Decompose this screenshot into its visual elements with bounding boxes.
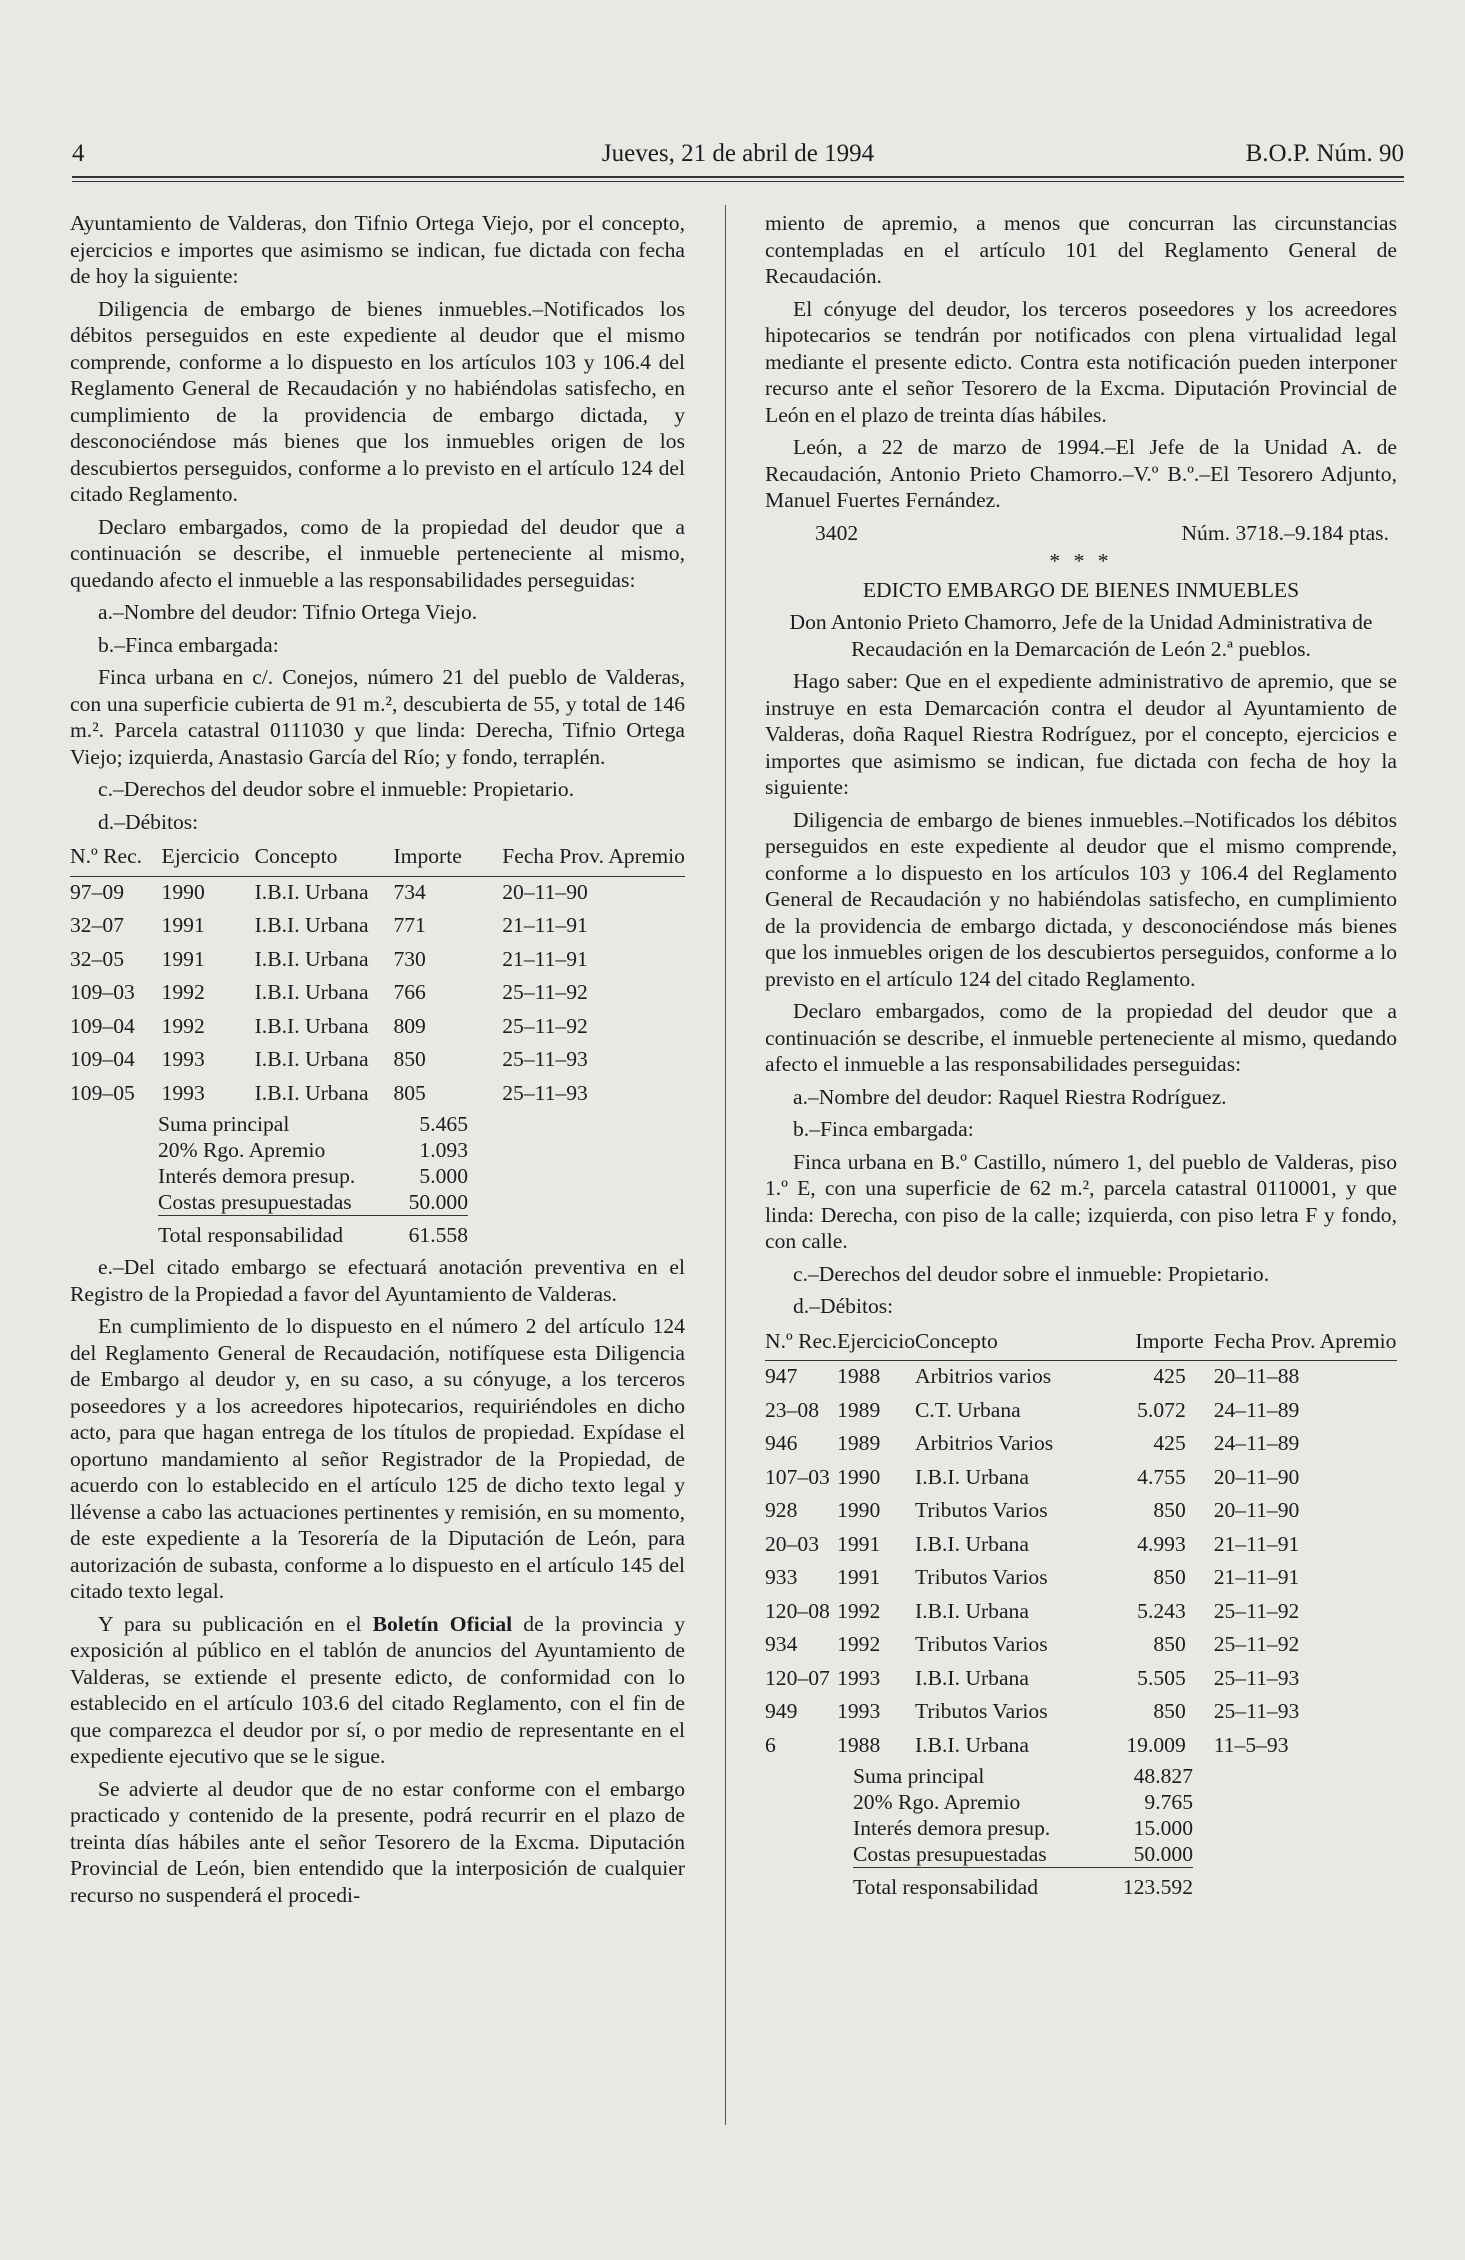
- table-row: [765, 1696, 1397, 1730]
- total-row: [158, 1189, 468, 1216]
- table-cell: 4.993: [1137, 1531, 1186, 1556]
- table-cell: 25–11–92: [1213, 1632, 1300, 1656]
- table-cell: 32–07: [70, 913, 124, 937]
- signature-paragraph: León, a 22 de marzo de 1994.–El Jefe de la Unidad A. de Recaudación, Antonio Prieto Chamorro.–V.º B.º.–El Tesorero Adjunto, Manuel Fuertes Fernández.: [765, 435, 1397, 512]
- col-header: N.º Rec.: [765, 1326, 837, 1361]
- table-cell: 934: [765, 1632, 798, 1656]
- table-cell: 1991: [837, 1531, 881, 1556]
- table-cell: 1990: [837, 1464, 881, 1489]
- table-row: [70, 977, 685, 1011]
- table-cell: 20–11–88: [1213, 1364, 1300, 1388]
- grand-total-row: [853, 1874, 1193, 1900]
- table-row: [70, 1044, 685, 1078]
- table-cell: Arbitrios Varios: [915, 1431, 1054, 1455]
- table-cell: Tributos Varios: [915, 1699, 1048, 1723]
- total-label: Suma principal: [853, 1764, 985, 1788]
- finca-paragraph: Finca urbana en c/. Conejos, número 21 del pueblo de Valderas, con una superficie cubierta de 91 m.², descubierta de 55, y total de 146 m.². Parcela catastral 0111030 y que linda: Derecha, Tifnio Ortega Viejo; izquierda, Anastasio García del Río; y fondo, terraplén.: [70, 665, 685, 769]
- issue-date: Jueves, 21 de abril de 1994: [601, 140, 875, 167]
- table-cell: 850: [1153, 1565, 1186, 1589]
- table-cell: 32–05: [70, 946, 124, 971]
- table-cell: I.B.I. Urbana: [915, 1732, 1029, 1757]
- total-label: 20% Rgo. Apremio: [853, 1790, 1021, 1814]
- table-cell: 1992: [161, 980, 205, 1004]
- total-value: 15.000: [1133, 1816, 1193, 1840]
- table-cell: 730: [393, 946, 426, 971]
- bulletin-number: B.O.P. Núm. 90: [1245, 140, 1404, 167]
- continuation-paragraph: miento de apremio, a menos que concurran las circunstancias contempladas en el artículo 101 del Reglamento General de Recaudación.: [765, 211, 1397, 288]
- table-cell: 5.505: [1137, 1665, 1186, 1690]
- table-cell: 20–11–90: [502, 879, 588, 904]
- total-label: Costas presupuestadas: [158, 1190, 352, 1214]
- page-number: 4: [72, 140, 85, 167]
- table-cell: 25–11–93: [1213, 1699, 1300, 1723]
- totals-block: [853, 1763, 1193, 1900]
- reference-price: Núm. 3718.–9.184 ptas.: [1181, 520, 1389, 545]
- advierte-paragraph: Se advierte al deudor que de no estar conforme con el embargo practicado y contenido de la presente, podrá recurrir en el plazo de treinta días hábiles ante el señor Tesorero de la Excma. Diputación Provincial de León, bien entendido que la interposición de cualquier recurso no suspenderá el procedi-: [70, 1776, 685, 1907]
- publicacion-text: de la provincia y exposición al público en el tablón de anuncios del Ayuntamiento de Valderas, se extiende el presente edicto, de conformidad con lo establecido en el artículo 103.6 del citado Reglamento, con el fin de que comparezca el deudor por sí, o por medio de representante en el expediente ejecutivo que se le sigue.: [70, 1611, 685, 1768]
- table-header-row: [70, 841, 685, 876]
- table-cell: 850: [393, 1047, 426, 1071]
- table-cell: 928: [765, 1498, 798, 1522]
- col-header: N.º Rec.: [70, 841, 162, 876]
- total-value: 5.465: [419, 1112, 468, 1136]
- item-c: c.–Derechos del deudor sobre el inmueble: Propietario.: [793, 1261, 1270, 1286]
- item-a: a.–Nombre del deudor: Tifnio Ortega Viejo.: [98, 600, 478, 624]
- table-cell: 1993: [161, 1047, 205, 1071]
- right-column: [765, 210, 1397, 1900]
- total-label: Suma principal: [158, 1112, 290, 1136]
- table-header-row: [765, 1326, 1397, 1361]
- table-cell: 766: [393, 980, 426, 1004]
- col-header: Concepto: [915, 1326, 1078, 1361]
- table-cell: Arbitrios varios: [915, 1364, 1052, 1388]
- item-e: e.–Del citado embargo se efectuará anotación preventiva en el Registro de la Propiedad a favor del Ayuntamiento de Valderas.: [70, 1255, 685, 1306]
- col-header: Ejercicio: [162, 841, 255, 876]
- total-value: 61.558: [408, 1223, 468, 1247]
- official-paragraph: Don Antonio Prieto Chamorro, Jefe de la Unidad Administrativa de Recaudación en la Demarcación de León 2.ª pueblos.: [789, 610, 1373, 661]
- table-cell: 809: [393, 1013, 426, 1038]
- item-d: d.–Débitos:: [793, 1294, 894, 1318]
- table-cell: 21–11–91: [1213, 1531, 1300, 1556]
- header-rule-bottom: [72, 181, 1404, 182]
- table-cell: 6: [765, 1732, 776, 1757]
- table-row: [70, 1011, 685, 1045]
- table-cell: 20–11–90: [1213, 1464, 1300, 1489]
- table-cell: 850: [1153, 1632, 1186, 1656]
- declaro-paragraph: Declaro embargados, como de la propiedad del deudor que a continuación se describe, el inmueble perteneciente al mismo, quedando afecto el inmueble a las responsabilidades perseguidas:: [765, 999, 1397, 1076]
- boletin-name: Boletín Oficial: [372, 1611, 513, 1636]
- intro-paragraph: Ayuntamiento de Valderas, don Tifnio Ortega Viejo, por el concepto, ejercicios e importes que asimismo se indican, fue dictada con fecha de hoy la siguiente:: [70, 211, 685, 288]
- table-cell: 107–03: [765, 1464, 830, 1489]
- item-b: b.–Finca embargada:: [98, 632, 279, 657]
- total-value: 5.000: [419, 1164, 468, 1188]
- table-cell: 1992: [161, 1013, 205, 1038]
- table-cell: 1990: [837, 1498, 881, 1522]
- col-header: Fecha Prov. Apremio: [502, 841, 685, 876]
- totals-block: [158, 1111, 468, 1248]
- table-cell: 946: [765, 1431, 798, 1455]
- table-cell: 97–09: [70, 879, 124, 904]
- total-value: 9.765: [1144, 1790, 1193, 1814]
- table-row: [765, 1529, 1397, 1563]
- table-row: [70, 876, 685, 910]
- table-cell: I.B.I. Urbana: [915, 1665, 1029, 1690]
- declaro-paragraph: Declaro embargados, como de la propiedad del deudor que a continuación se describe, el inmueble perteneciente al mismo, quedando afecto el inmueble a las responsabilidades perseguidas:: [70, 514, 685, 592]
- table-cell: 20–11–90: [1213, 1498, 1300, 1522]
- table-cell: 120–07: [765, 1665, 830, 1690]
- col-header: Importe: [393, 841, 502, 876]
- table-cell: 25–11–93: [502, 1080, 588, 1105]
- total-label: Total responsabilidad: [158, 1223, 343, 1247]
- table-cell: 5.243: [1137, 1598, 1186, 1623]
- table-cell: Tributos Varios: [915, 1565, 1048, 1589]
- table-cell: 21–11–91: [502, 946, 588, 971]
- item-c: c.–Derechos del deudor sobre el inmueble: Propietario.: [98, 777, 575, 801]
- table-cell: 109–04: [70, 1013, 135, 1038]
- table-cell: 4.755: [1137, 1464, 1186, 1489]
- item-a: a.–Nombre del deudor: Raquel Riestra Rodríguez.: [793, 1084, 1227, 1109]
- table-cell: 25–11–92: [502, 1013, 588, 1038]
- table-cell: 1988: [837, 1732, 881, 1757]
- table-cell: 425: [1153, 1364, 1186, 1388]
- total-row: [158, 1111, 468, 1137]
- table-cell: 1990: [161, 879, 205, 904]
- table-cell: 1993: [837, 1665, 881, 1690]
- total-row: [853, 1789, 1193, 1815]
- table-cell: I.B.I. Urbana: [254, 1013, 369, 1038]
- item-b: b.–Finca embargada:: [793, 1117, 974, 1141]
- table-cell: 1993: [837, 1699, 881, 1723]
- publicacion-paragraph: [70, 1611, 685, 1770]
- left-column: [70, 210, 685, 1914]
- table-cell: 425: [1153, 1431, 1186, 1455]
- table-cell: I.B.I. Urbana: [915, 1464, 1029, 1489]
- table-row: [70, 910, 685, 944]
- col-header: Fecha Prov. Apremio: [1214, 1326, 1397, 1361]
- table-cell: 24–11–89: [1213, 1431, 1300, 1455]
- col-header: Importe: [1078, 1326, 1214, 1361]
- table-cell: 1988: [837, 1364, 881, 1388]
- table-cell: 1991: [837, 1565, 881, 1589]
- table-cell: 25–11–93: [502, 1047, 588, 1071]
- table-cell: I.B.I. Urbana: [915, 1531, 1029, 1556]
- table-row: [70, 944, 685, 978]
- table-cell: 1991: [161, 946, 205, 971]
- debts-table: [765, 1326, 1397, 1764]
- table-cell: 24–11–89: [1213, 1397, 1300, 1422]
- table-cell: Tributos Varios: [915, 1498, 1048, 1522]
- diligencia-paragraph: Diligencia de embargo de bienes inmuebles.–Notificados los débitos perseguidos en este expediente al deudor que el mismo comprende, conforme a lo dispuesto en los artículos 103 y 106.4 del Reglamento General de Recaudación y no habiéndolas satisfecho, en cumplimiento de la providencia de embargo dictada, y desconociéndose más bienes que los inmuebles origen de los descubiertos perseguidos, conforme a lo previsto en el artículo 124 del citado Reglamento.: [70, 296, 685, 506]
- table-row: [765, 1629, 1397, 1663]
- diligencia-paragraph: Diligencia de embargo de bienes inmuebles.–Notificados los débitos perseguidos en este expediente al deudor que el mismo comprende, conforme a lo dispuesto en los artículos 103 y 106.4 del Reglamento General de Recaudación y no habiéndolas satisfecho, en cumplimiento de la providencia de embargo dictada, y desconociéndose más bienes que los inmuebles origen de los descubiertos perseguidos, conforme a lo previsto en el artículo 124 del citado Reglamento.: [765, 807, 1397, 991]
- table-cell: 11–5–93: [1213, 1732, 1289, 1757]
- table-cell: 109–05: [70, 1080, 135, 1105]
- table-cell: 109–04: [70, 1047, 135, 1071]
- total-row: [158, 1137, 468, 1163]
- total-value: 50.000: [1133, 1842, 1193, 1866]
- hago-saber-paragraph: Hago saber: Que en el expediente administrativo de apremio, que se instruye en esta Demarcación contra el deudor al Ayuntamiento de Valderas, doña Raquel Riestra Rodríguez, por el concepto, ejercicios e importes que asimismo se indican, fue dictada con fecha de hoy la siguiente:: [765, 669, 1397, 799]
- reference-line: [765, 520, 1397, 547]
- table-cell: 25–11–93: [1213, 1665, 1300, 1690]
- cumplimiento-paragraph: En cumplimiento de lo dispuesto en el número 2 del artículo 124 del Reglamento General de Recaudación, notifíquese esta Diligencia de Embargo al deudor y, en su caso, a su cónyuge, a los terceros poseedores y a los acreedores hipotecarios, requiriéndoles en dicho acto, para que hagan entrega de los títulos de propiedad. Expídase el oportuno mandamiento al señor Registrador de la Propiedad, de acuerdo con lo establecido en el artículo 125 de dicho texto legal y llévense a cabo las actuaciones pertinentes y remisión, en su momento, de este expediente a la Tesorería de la Diputación de León, para autorización de subasta, conforme a lo dispuesto en el artículo 145 del citado texto legal.: [70, 1314, 685, 1603]
- table-row: [765, 1428, 1397, 1462]
- total-label: Total responsabilidad: [853, 1875, 1038, 1899]
- item-d: d.–Débitos:: [98, 809, 199, 834]
- table-row: [765, 1730, 1397, 1764]
- col-header: Ejercicio: [837, 1326, 915, 1361]
- table-cell: I.B.I. Urbana: [254, 980, 369, 1004]
- total-label: Costas presupuestadas: [853, 1842, 1047, 1866]
- table-cell: 933: [765, 1565, 798, 1589]
- table-cell: I.B.I. Urbana: [915, 1598, 1029, 1623]
- reference-number: 3402: [815, 520, 859, 545]
- table-cell: 850: [1153, 1498, 1186, 1522]
- publicacion-text: Y para su publicación en el: [98, 1611, 373, 1636]
- table-cell: 23–08: [765, 1397, 819, 1422]
- table-cell: I.B.I. Urbana: [254, 913, 369, 937]
- table-cell: 771: [393, 913, 426, 937]
- total-row: [853, 1763, 1193, 1789]
- table-cell: I.B.I. Urbana: [254, 946, 369, 971]
- table-row: [765, 1562, 1397, 1596]
- table-row: [765, 1361, 1397, 1395]
- total-value: 123.592: [1122, 1875, 1193, 1899]
- table-cell: 949: [765, 1699, 798, 1723]
- table-row: [70, 1078, 685, 1112]
- debts-table: [70, 841, 685, 1111]
- total-value: 50.000: [408, 1190, 468, 1214]
- grand-total-row: [158, 1222, 468, 1248]
- table-cell: 120–08: [765, 1598, 830, 1623]
- table-cell: 5.072: [1137, 1397, 1186, 1422]
- table-cell: 805: [393, 1080, 426, 1105]
- table-cell: 734: [393, 879, 426, 904]
- table-cell: 21–11–91: [1213, 1565, 1300, 1589]
- table-cell: 1989: [837, 1431, 881, 1455]
- table-cell: I.B.I. Urbana: [254, 879, 369, 904]
- separator-stars: * * *: [1049, 549, 1113, 573]
- finca-paragraph: Finca urbana en B.º Castillo, número 1, del pueblo de Valderas, piso 1.º E, con una superficie de 62 m.², parcela catastral 0110001, y que linda: Derecha, con piso de la calle; izquierda, con piso letra F y fondo, con calle.: [765, 1149, 1397, 1253]
- table-cell: 850: [1153, 1699, 1186, 1723]
- table-cell: 1993: [161, 1080, 205, 1105]
- column-divider: [725, 205, 726, 2125]
- col-header: Concepto: [255, 841, 394, 876]
- total-row: [158, 1163, 468, 1189]
- table-cell: 20–03: [765, 1531, 819, 1556]
- table-row: [765, 1596, 1397, 1630]
- conyuge-paragraph: El cónyuge del deudor, los terceros poseedores y los acreedores hipotecarios se tendrán por notificados con plena virtualidad legal mediante el presente edicto. Contra esta notificación pueden interponer recurso ante el señor Tesorero de la Excma. Diputación Provincial de León en el plazo de treinta días hábiles.: [765, 296, 1397, 427]
- table-cell: 1991: [161, 913, 205, 937]
- table-cell: 21–11–91: [502, 913, 588, 937]
- table-row: [765, 1462, 1397, 1496]
- edicto-title: EDICTO EMBARGO DE BIENES INMUEBLES: [862, 577, 1300, 602]
- table-cell: I.B.I. Urbana: [254, 1047, 369, 1071]
- table-cell: 109–03: [70, 980, 135, 1004]
- header-rule-top: [72, 176, 1404, 178]
- table-row: [765, 1495, 1397, 1529]
- total-row: [853, 1841, 1193, 1868]
- table-row: [765, 1663, 1397, 1697]
- total-label: Interés demora presup.: [158, 1164, 356, 1188]
- table-cell: 947: [765, 1364, 798, 1388]
- total-label: 20% Rgo. Apremio: [158, 1138, 326, 1162]
- table-cell: 19.009: [1126, 1732, 1186, 1757]
- table-cell: Tributos Varios: [915, 1632, 1048, 1656]
- table-cell: 25–11–92: [502, 980, 588, 1004]
- total-row: [853, 1815, 1193, 1841]
- table-cell: I.B.I. Urbana: [254, 1080, 369, 1105]
- table-row: [765, 1395, 1397, 1429]
- table-cell: 1992: [837, 1632, 881, 1656]
- table-cell: 25–11–92: [1213, 1598, 1300, 1623]
- table-cell: 1992: [837, 1598, 881, 1623]
- total-label: Interés demora presup.: [853, 1816, 1051, 1840]
- total-value: 48.827: [1133, 1764, 1193, 1788]
- table-cell: 1989: [837, 1397, 881, 1422]
- total-value: 1.093: [419, 1138, 468, 1162]
- page-header: [72, 132, 1404, 176]
- table-cell: C.T. Urbana: [915, 1397, 1021, 1422]
